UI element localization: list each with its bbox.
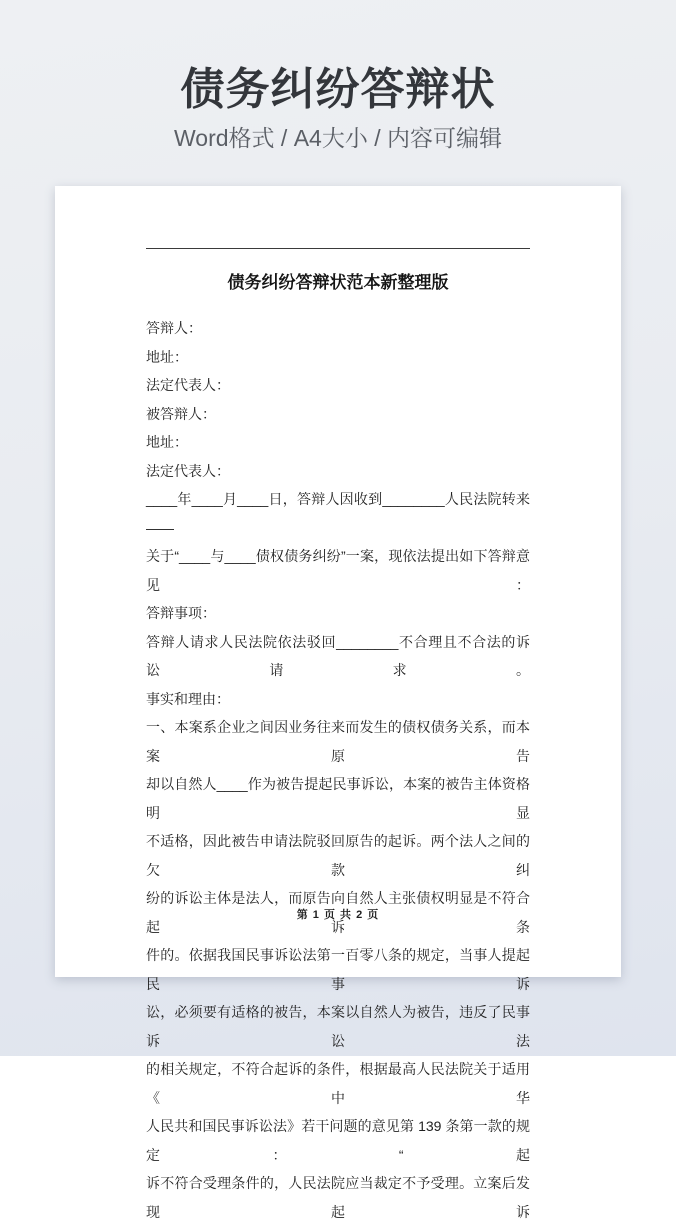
hero-title: 债务纠纷答辩状 — [180, 65, 496, 114]
line-request: 答辩人请求人民法院依法驳回________不合理且不合法的诉讼请求。 — [146, 633, 530, 678]
document-body — [146, 314, 530, 1226]
line-intro-2: 关于“____与____债权债务纠纷”一案，现依法提出如下答辩意见： — [146, 548, 530, 593]
line-address-label: 地址： — [146, 348, 188, 365]
line-body-4: 纷的诉讼主体是法人，而原告向自然人主张债权明显是不符合起诉条 — [146, 890, 530, 935]
line-respondent-label: 答辩人： — [146, 320, 202, 336]
line-address2-label: 地址： — [146, 434, 188, 450]
line-intro-1: ____年____月____日，答辩人因收到________人民法院转来—— — [146, 491, 530, 536]
line-body-7: 的相关规定，不符合起诉的条件，根据最高人民法院关于适用《中华 — [146, 1061, 530, 1106]
line-counter-respondent-label: 被答辩人： — [146, 405, 216, 422]
document-title: 债务纠纷答辩状范本新整理版 — [227, 273, 449, 292]
document-divider — [146, 248, 530, 249]
line-body-8: 人民共和国民事诉讼法》若干问题的意见第 139 条第一款的规定：“起 — [146, 1118, 530, 1163]
page-number: 第 1 页 共 2 页 — [296, 909, 380, 921]
line-facts-reasons-label: 事实和理由： — [146, 690, 230, 707]
line-legal-rep-label: 法定代表人： — [146, 377, 230, 393]
line-body-2: 却以自然人____作为被告提起民事诉讼，本案的被告主体资格明显 — [146, 776, 530, 821]
document-page — [55, 186, 621, 1220]
hero-subtitle: Word格式 / A4大小 / 内容可编辑 — [173, 125, 502, 151]
line-body-9: 诉不符合受理条件的，人民法院应当裁定不予受理。立案后发现起诉 — [146, 1175, 530, 1220]
line-defense-matters-label: 答辩事项： — [146, 605, 216, 621]
line-body-1: 一、本案系企业之间因业务往来而发生的债权债务关系，而本案原告 — [146, 719, 530, 764]
line-body-3: 不适格，因此被告申请法院驳回原告的起诉。两个法人之间的欠款纠 — [146, 833, 530, 878]
line-legal-rep2-label: 法定代表人： — [146, 462, 230, 479]
line-body-5: 件的。依据我国民事诉讼法第一百零八条的规定，当事人提起民事诉 — [146, 947, 530, 992]
line-body-6: 讼，必须要有适格的被告，本案以自然人为被告，违反了民事诉讼法 — [146, 1004, 530, 1049]
